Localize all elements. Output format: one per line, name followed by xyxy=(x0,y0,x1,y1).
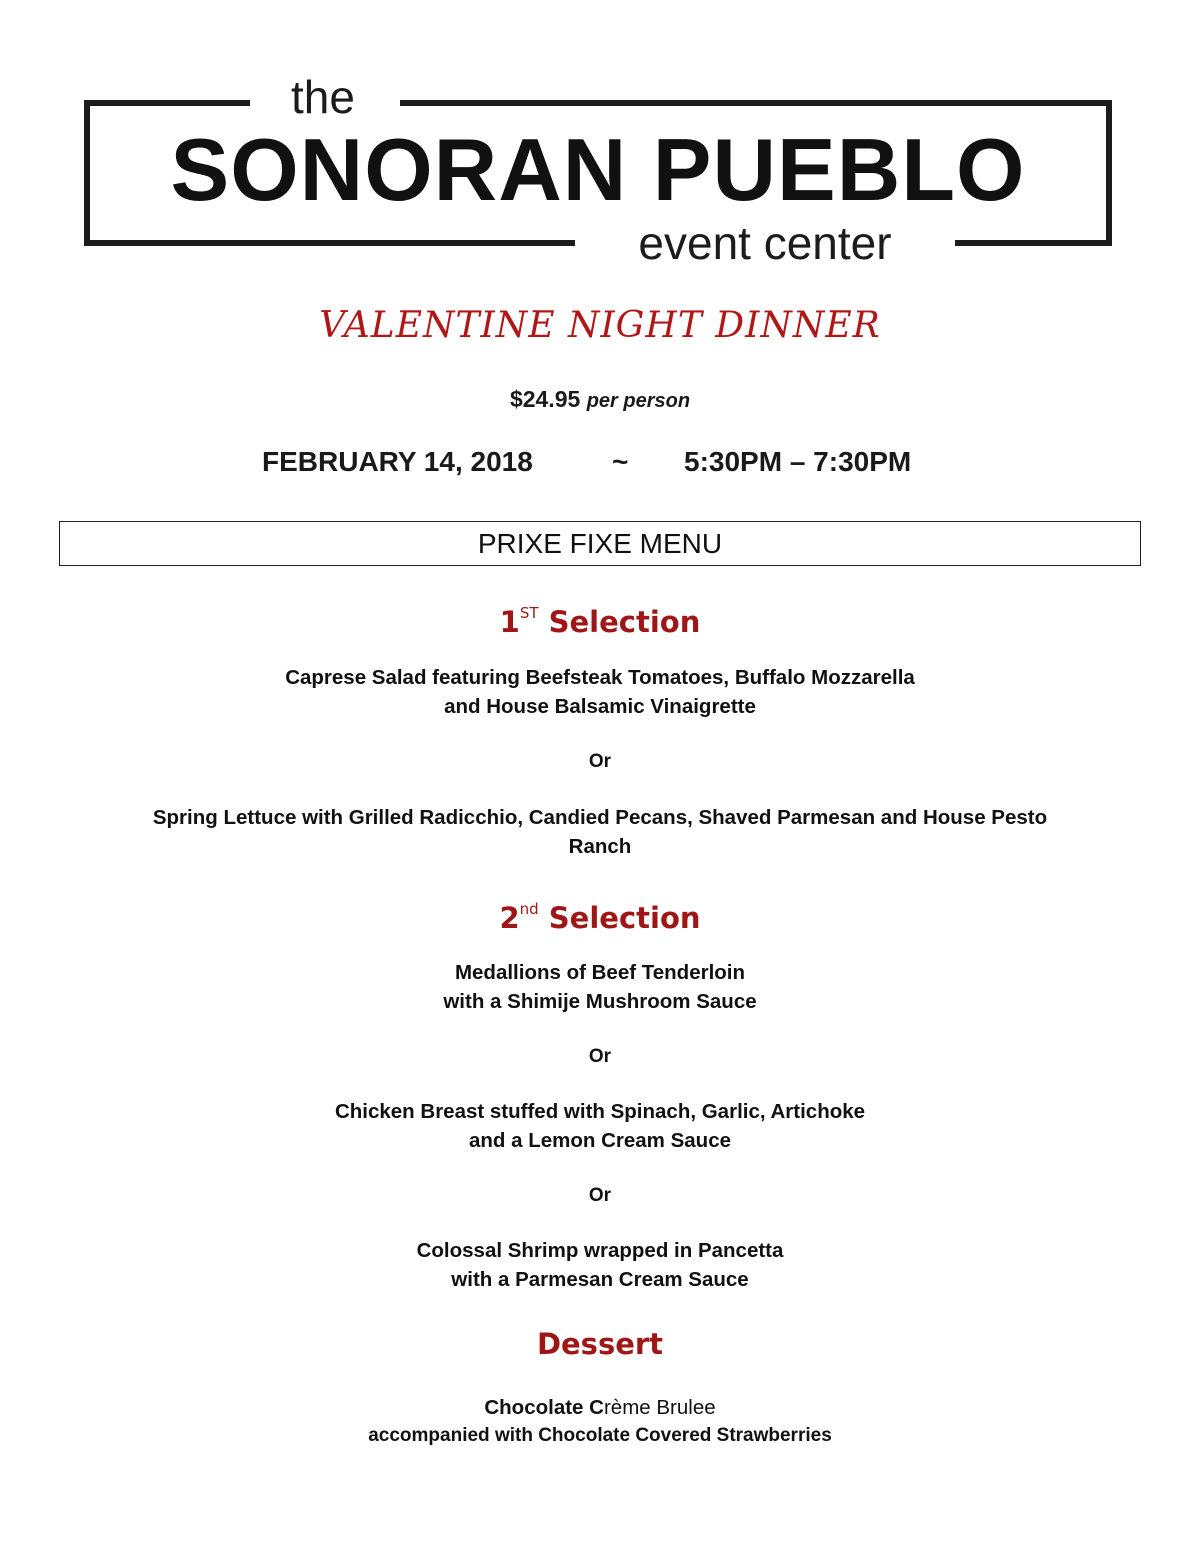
menu-item-line: Colossal Shrimp wrapped in Pancetta xyxy=(416,1239,784,1262)
or-divider: Or xyxy=(588,751,612,772)
event-schedule xyxy=(0,445,1200,479)
menu-item-line: and a Lemon Cream Sauce xyxy=(468,1129,732,1152)
dessert-name-part: rème Brulee xyxy=(603,1396,716,1419)
menu-heading: PRIXE FIXE MENU xyxy=(59,521,1141,566)
menu-item-line: Ranch xyxy=(568,835,632,858)
dessert-name-part: Chocolate C xyxy=(484,1396,604,1419)
menu-item xyxy=(0,803,1200,861)
venue-logo xyxy=(0,0,1200,280)
or-divider: Or xyxy=(588,1046,612,1067)
event-title: VALENTINE NIGHT DINNER xyxy=(319,305,881,346)
menu-item xyxy=(0,1097,1200,1155)
price-line xyxy=(0,384,1200,416)
event-time: 5:30PM – 7:30PM xyxy=(684,446,912,477)
price-amount: $24.95 xyxy=(509,386,581,412)
section-number: 2 xyxy=(499,901,520,935)
menu-item xyxy=(0,663,1200,721)
menu-item xyxy=(0,958,1200,1016)
menu-item-line: Caprese Salad featuring Beefsteak Tomatoes, Buffalo Mozzarella xyxy=(285,666,915,689)
menu-item-line: Spring Lettuce with Grilled Radicchio, Candied Pecans, Shaved Parmesan and House Pesto xyxy=(152,806,1048,829)
logo-subtitle: event center xyxy=(638,217,892,269)
section-heading-first xyxy=(0,594,1200,641)
section-label: Selection xyxy=(548,901,701,935)
menu-item-line: with a Shimije Mushroom Sauce xyxy=(443,990,757,1013)
dessert-accompaniment: accompanied with Chocolate Covered Strawberries xyxy=(368,1425,832,1446)
or-divider: Or xyxy=(588,1185,612,1206)
section-label: Selection xyxy=(548,605,701,639)
menu-item xyxy=(0,1236,1200,1294)
menu-item-line: and House Balsamic Vinaigrette xyxy=(444,695,756,718)
menu-item-line: Chicken Breast stuffed with Spinach, Garlic, Artichoke xyxy=(334,1100,866,1123)
logo-name: SONORAN PUEBLO xyxy=(170,120,1026,219)
section-number: 1 xyxy=(499,605,520,639)
menu-item-line: Medallions of Beef Tenderloin xyxy=(454,961,746,984)
section-ordinal: nd xyxy=(519,900,539,918)
event-date: FEBRUARY 14, 2018 xyxy=(262,446,533,477)
dessert-name xyxy=(0,1394,1200,1422)
section-heading-dessert: Dessert xyxy=(536,1327,664,1361)
section-heading-second xyxy=(0,890,1200,937)
menu-item-line: with a Parmesan Cream Sauce xyxy=(451,1268,749,1291)
price-unit: per person xyxy=(586,390,691,412)
logo-the: the xyxy=(291,71,355,123)
section-ordinal: ST xyxy=(519,604,539,622)
schedule-separator: ~ xyxy=(612,446,629,477)
